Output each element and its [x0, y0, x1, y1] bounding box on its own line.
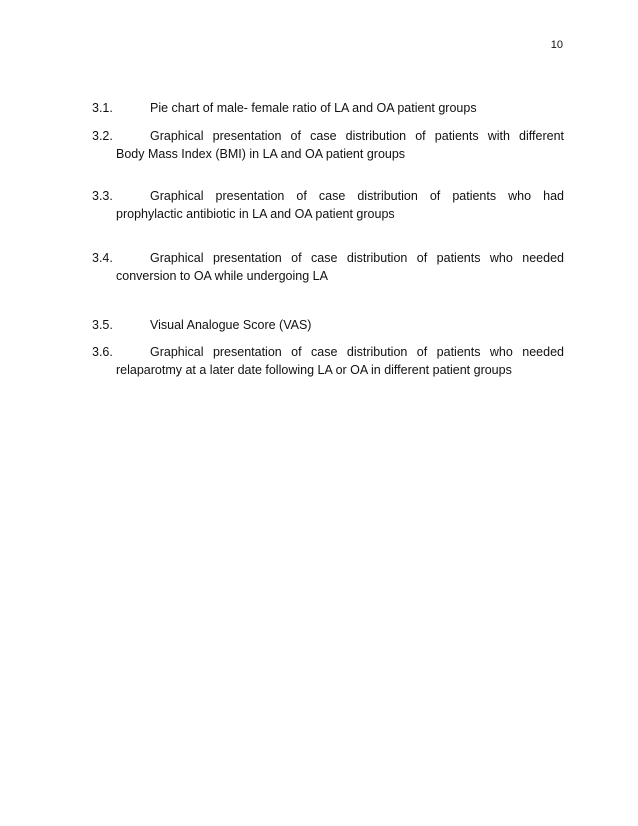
entry-title-continuation: relaparotmy at a later date following LA or OA in different patient groups [116, 363, 512, 377]
entry-title: Graphical presentation of case distribution of patients with different [150, 129, 564, 143]
entry-number: 3.2. [92, 129, 113, 143]
entry-number: 3.5. [92, 318, 113, 332]
list-item [92, 99, 564, 117]
entry-title-continuation: Body Mass Index (BMI) in LA and OA patient groups [116, 147, 406, 161]
list-item [92, 187, 564, 223]
entry-title: Graphical presentation of case distribution of patients who needed [150, 251, 564, 265]
list-item [92, 127, 564, 163]
entry-number: 3.1. [92, 101, 113, 115]
list-item [92, 316, 564, 334]
entry-title-continuation: prophylactic antibiotic in LA and OA patient groups [116, 207, 395, 221]
entry-title: Visual Analogue Score (VAS) [150, 318, 312, 332]
entry-title: Graphical presentation of case distribution of patients who had [150, 189, 564, 203]
list-item [92, 343, 564, 379]
list-item [92, 249, 564, 285]
entry-title: Graphical presentation of case distribution of patients who needed [150, 345, 564, 359]
entry-title-continuation: conversion to OA while undergoing LA [116, 269, 328, 283]
entry-number: 3.6. [92, 345, 113, 359]
page-number: 10 [550, 39, 563, 51]
entry-number: 3.3. [92, 189, 113, 203]
entry-title: Pie chart of male- female ratio of LA and OA patient groups [150, 101, 477, 115]
entry-number: 3.4. [92, 251, 113, 265]
